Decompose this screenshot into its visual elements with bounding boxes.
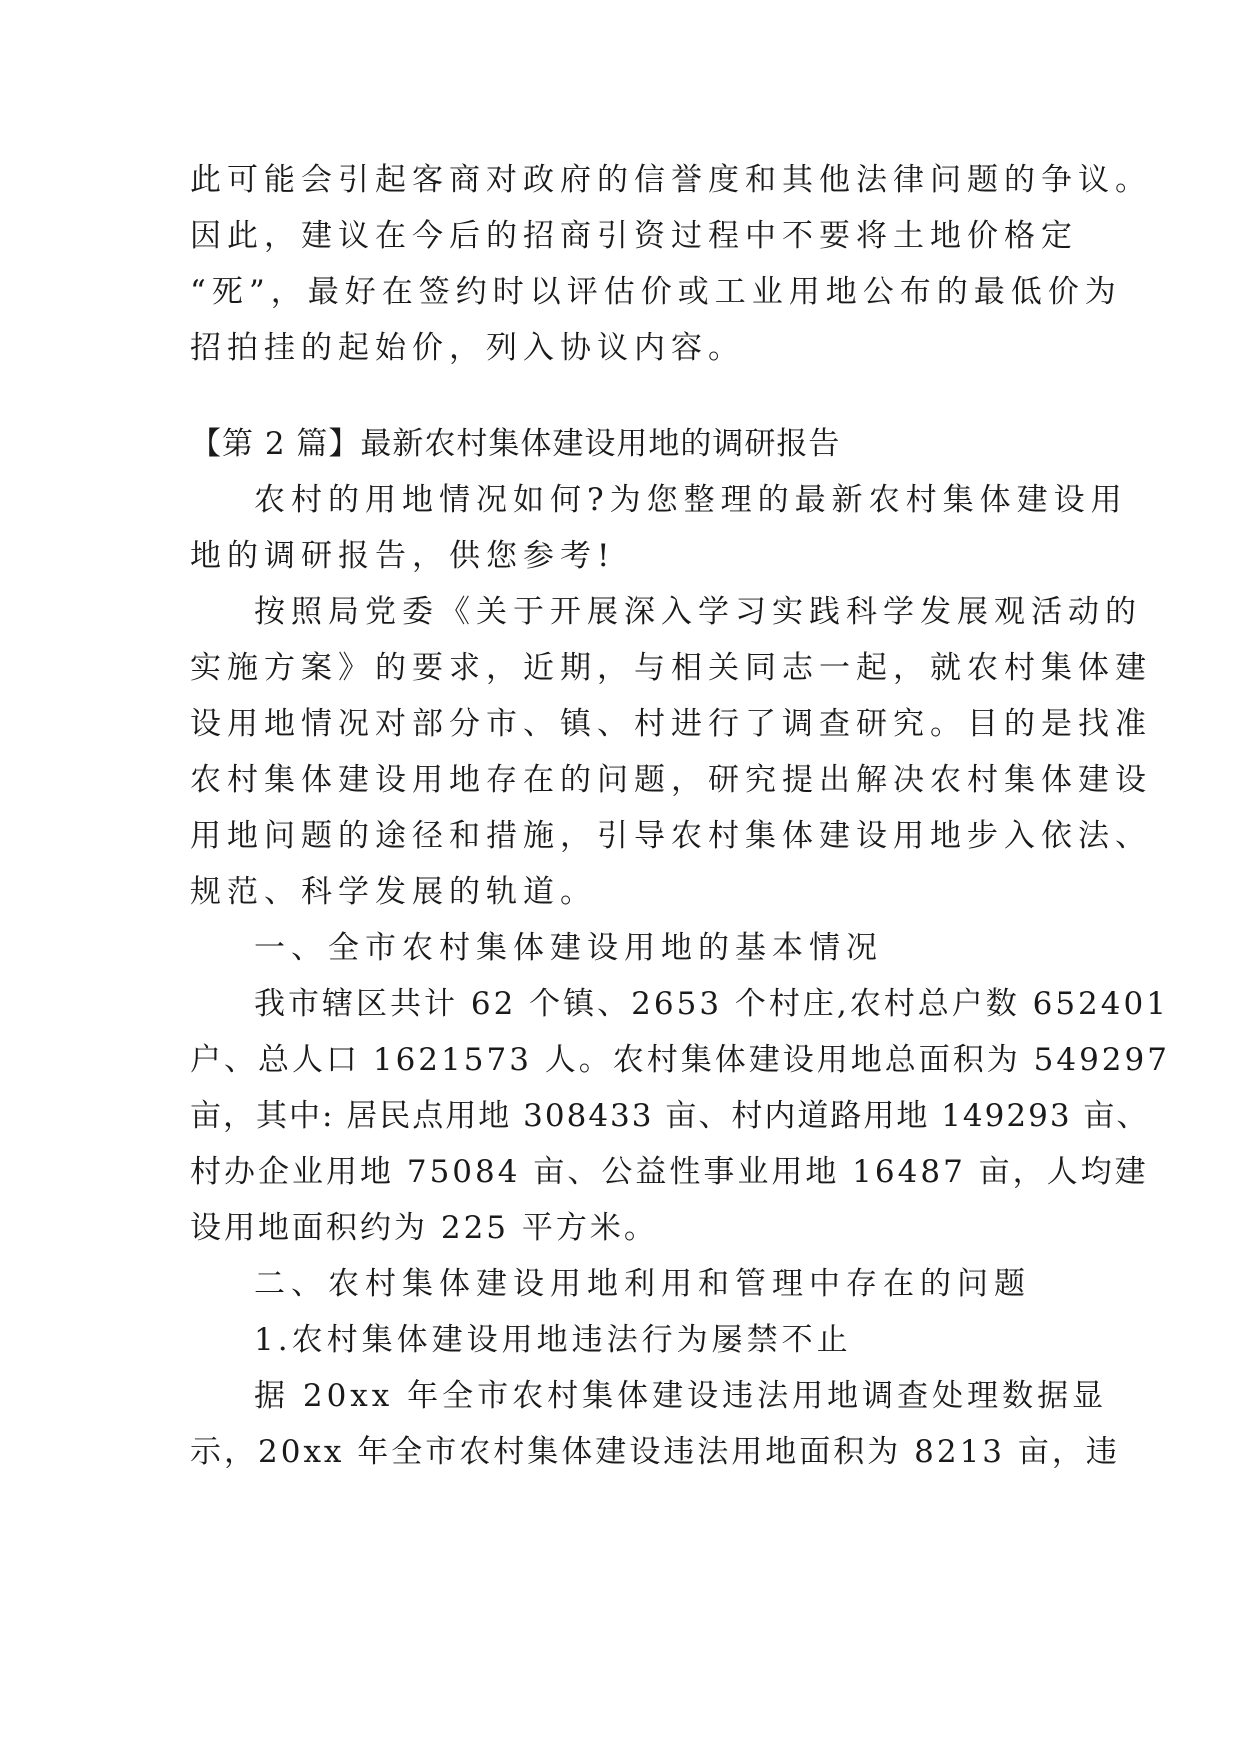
text-line: 地的调研报告，供您参考!	[190, 538, 616, 574]
text-line: 村办企业用地 75084 亩、公益性事业用地 16487 亩，人均建	[190, 1154, 1149, 1190]
text-line: “死”，最好在签约时以评估价或工业用地公布的最低价为	[190, 274, 1122, 310]
text-line: 设用地情况对部分市、镇、村进行了调查研究。目的是找准	[190, 706, 1152, 742]
text-line: 我市辖区共计 62 个镇、2653 个村庄,农村总户数 652401	[254, 986, 1169, 1022]
text-line: 按照局党委《关于开展深入学习实践科学发展观活动的	[254, 594, 1142, 630]
section-heading: 一、全市农村集体建设用地的基本情况	[254, 930, 883, 966]
text-line: 农村集体建设用地存在的问题，研究提出解决农村集体建设	[190, 762, 1152, 798]
text-line: 招拍挂的起始价，列入协议内容。	[190, 330, 745, 366]
text-line: 农村的用地情况如何?为您整理的最新农村集体建设用	[254, 482, 1128, 518]
text-line: 规范、科学发展的轨道。	[190, 874, 597, 910]
text-line: 用地问题的途径和措施，引导农村集体建设用地步入依法、	[190, 818, 1152, 854]
text-line: 设用地面积约为 225 平方米。	[190, 1210, 658, 1246]
text-line: 实施方案》的要求，近期，与相关同志一起，就农村集体建	[190, 650, 1152, 686]
subsection-heading: 1.农村集体建设用地违法行为屡禁不止	[254, 1322, 852, 1358]
section-heading: 二、农村集体建设用地利用和管理中存在的问题	[254, 1266, 1031, 1302]
text-line: 此可能会引起客商对政府的信誉度和其他法律问题的争议。	[190, 162, 1152, 198]
text-line: 据 20xx 年全市农村集体建设违法用地调查处理数据显	[254, 1378, 1108, 1414]
text-line: 户、总人口 1621573 人。农村集体建设用地总面积为 549297	[190, 1042, 1170, 1078]
text-line: 示，20xx 年全市农村集体建设违法用地面积为 8213 亩，违	[190, 1434, 1120, 1470]
text-line: 因此，建议在今后的招商引资过程中不要将土地价格定	[190, 218, 1078, 254]
text-line: 亩，其中: 居民点用地 308433 亩、村内道路用地 149293 亩、	[190, 1098, 1150, 1134]
article-title: 【第 2 篇】最新农村集体建设用地的调研报告	[190, 426, 841, 462]
